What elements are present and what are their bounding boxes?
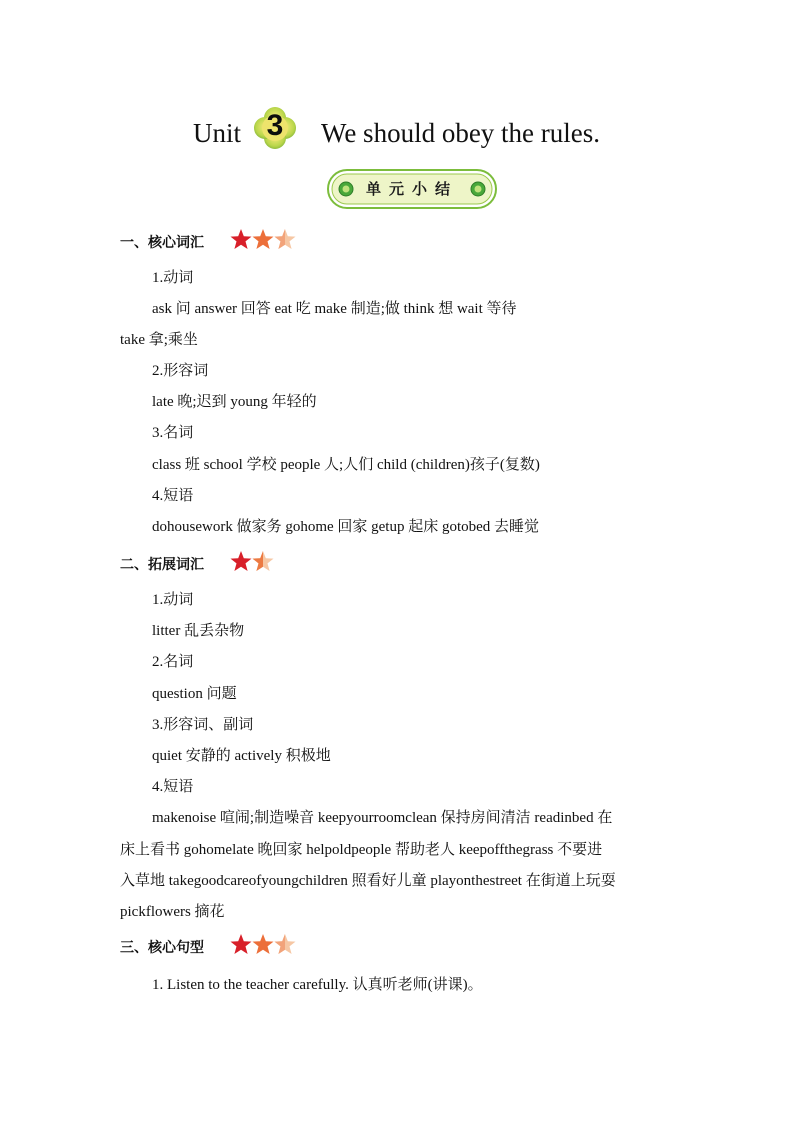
unit-title	[0, 104, 793, 164]
section1-adj-line: late 晚;迟到 young 年轻的	[152, 394, 317, 410]
section2-phrases-label: 4.短语	[152, 779, 194, 795]
unit-label: Unit	[193, 118, 242, 148]
section3-sentence1: 1. Listen to the teacher carefully. 认真听老师(讲课)。	[152, 977, 483, 993]
section1-verbs-line2: take 拿;乘坐	[120, 332, 198, 348]
section2-phrases-line4: pickflowers 摘花	[120, 904, 225, 920]
section1-adj-label: 2.形容词	[152, 363, 209, 379]
unit-number: 3	[266, 109, 284, 142]
section2-heading: 二、拓展词汇	[120, 557, 204, 573]
section3-heading: 三、核心句型	[120, 940, 204, 956]
section2-verbs-line: litter 乱丢杂物	[152, 623, 245, 639]
unit-summary-banner	[327, 169, 497, 209]
section1-phrases-label: 4.短语	[152, 488, 194, 504]
star-rating-icon	[230, 933, 300, 957]
section1-nouns-label: 3.名词	[152, 425, 194, 441]
unit-title-text: We should obey the rules.	[321, 118, 601, 148]
unit-number-badge	[253, 106, 297, 150]
section2-nouns-line: question 问题	[152, 686, 237, 702]
section2-nouns-label: 2.名词	[152, 654, 194, 670]
section1-verbs-line1: ask 问 answer 回答 eat 吃 make 制造;做 think 想 wait 等待	[152, 301, 517, 317]
section2-adj-label: 3.形容词、副词	[152, 717, 254, 733]
section1-verbs-label: 1.动词	[152, 270, 194, 286]
star-rating-icon	[230, 228, 300, 252]
section2-phrases-line1: makenoise 喧闹;制造噪音 keepyourroomclean 保持房间清洁 readinbed 在	[152, 810, 613, 826]
section2-phrases-line3: 入草地 takegoodcareofyoungchildren 照看好儿童 playonthestreet 在街道上玩耍	[120, 873, 616, 889]
section1-nouns-line: class 班 school 学校 people 人;人们 child (children)孩子(复数)	[152, 457, 540, 473]
section2-phrases-line2: 床上看书 gohomelate 晚回家 helpoldpeople 帮助老人 keepoffthegrass 不要进	[120, 842, 603, 858]
section2-adj-line: quiet 安静的 actively 积极地	[152, 748, 331, 764]
section1-heading: 一、核心词汇	[120, 235, 204, 251]
banner-label: 单元小结	[365, 180, 458, 198]
section1-phrases-line: dohousework 做家务 gohome 回家 getup 起床 gotobed 去睡觉	[152, 519, 540, 535]
star-rating-icon	[230, 550, 278, 574]
section2-verbs-label: 1.动词	[152, 592, 194, 608]
